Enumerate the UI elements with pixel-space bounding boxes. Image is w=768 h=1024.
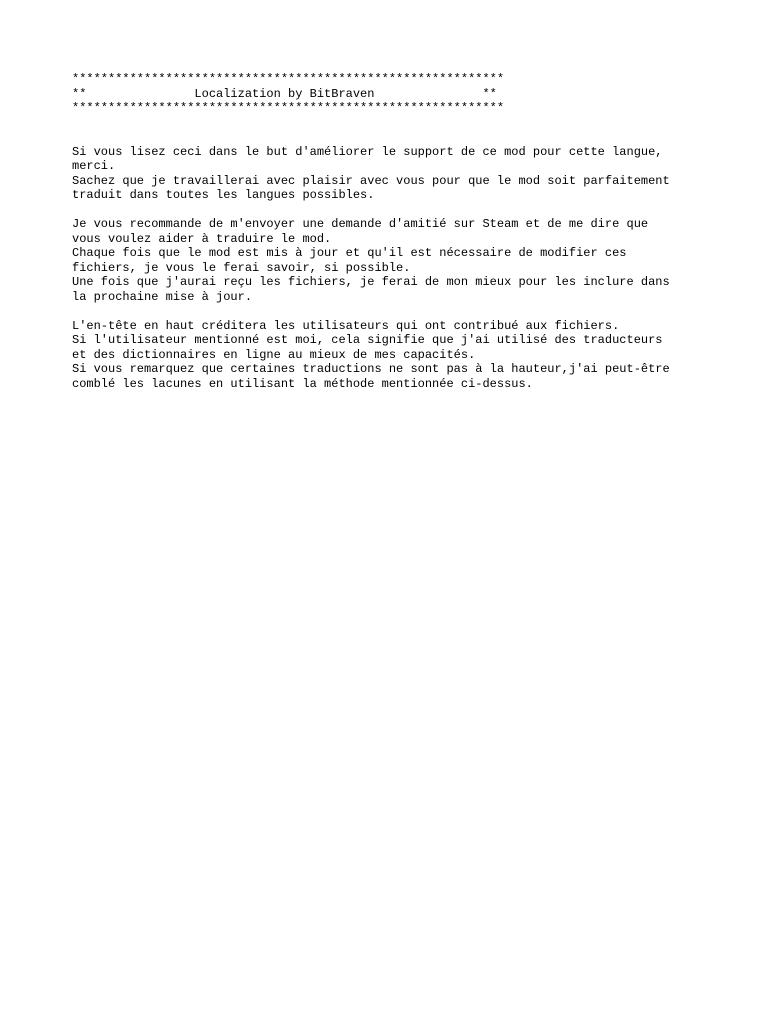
paragraph-line: la prochaine mise à jour. [72, 289, 253, 304]
header-border-top: ************************************************************ [72, 72, 505, 86]
document-page [72, 72, 712, 391]
paragraph-2 [72, 217, 712, 304]
paragraph-line: comblé les lacunes en utilisant la méthode mentionnée ci-dessus. [72, 376, 533, 391]
spacer [72, 130, 712, 145]
paragraph-line: Si vous lisez ceci dans le but d'améliorer le support de ce mod pour cette langue, [72, 144, 663, 159]
spacer [72, 304, 712, 319]
header-border-bottom: ************************************************************ [72, 101, 505, 115]
paragraph-line: Si vous remarquez que certaines traductions ne sont pas à la hauteur,j'ai peut-être [72, 362, 670, 376]
paragraph-line: Je vous recommande de m'envoyer une demande d'amitié sur Steam et de me dire que [72, 217, 649, 231]
paragraph-line: et des dictionnaires en ligne au mieux de mes capacités. [72, 347, 476, 362]
paragraph-line: Une fois que j'aurai reçu les fichiers, je ferai de mon mieux pour les inclure dans [72, 275, 670, 289]
spacer [72, 203, 712, 218]
paragraph-1 [72, 145, 712, 203]
paragraph-line: Chaque fois que le mod est mis à jour et qu'il est nécessaire de modifier ces [72, 246, 627, 260]
paragraph-line: merci. [72, 159, 116, 173]
header-title: ** Localization by BitBraven ** [72, 86, 497, 101]
paragraph-line: Si l'utilisateur mentionné est moi, cela signifie que j'ai utilisé des traducteurs [72, 333, 663, 347]
paragraph-line: L'en-tête en haut créditera les utilisateurs qui ont contribué aux fichiers. [72, 318, 620, 333]
spacer [72, 116, 712, 131]
paragraph-line: fichiers, je vous le ferai savoir, si possible. [72, 260, 411, 275]
paragraph-line: vous voulez aider à traduire le mod. [72, 231, 332, 246]
paragraph-3 [72, 319, 712, 392]
paragraph-line: traduit dans toutes les langues possibles. [72, 188, 375, 202]
paragraph-line: Sachez que je travaillerai avec plaisir avec vous pour que le mod soit parfaitement [72, 173, 670, 188]
